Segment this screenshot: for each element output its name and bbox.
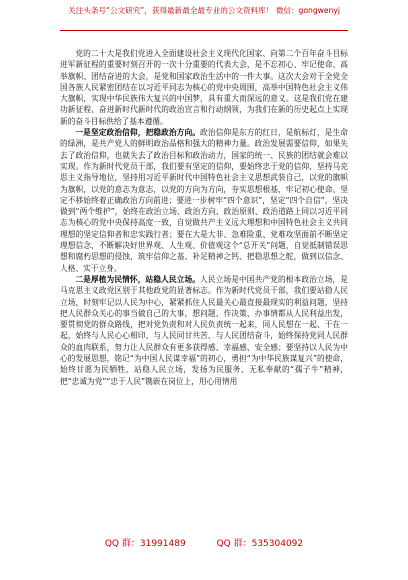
page-footer <box>0 538 408 554</box>
header-divider <box>60 30 348 31</box>
header-promo-text: 关注头条号“公文研究”，获得最新最全最专业的公文资料库！ 微信：gongwenyj <box>68 6 340 15</box>
paragraph-section-2 <box>60 274 348 387</box>
section-2-heading: 二是厚植为民情怀，站稳人民立场。 <box>75 274 201 284</box>
section-1-text: 政治信仰是东方的红日，是航标灯，是生命的绿洲，是共产党人的鲜明政治品格和强大的精神力量。政治发展需要信仰，如果失去了政治信仰，也就失去了政治目标和政治动力，国家的统一、民族的团结就会难以实现。作为新时代党员干部，我们要有坚定的信仰，要始终忠于党的信仰，坚持马克思主义指导地位，坚持用习近平新时代中国特色社会主义思想武装自己，以党的旗帜为旗帜，以党的意志为意志，以党的方向为方向，夯实思想根基，牢记初心使命。坚定不移始终着正确政治方向前进；要进一步树牢“四个意识”，坚定“四个自信”，坚决做到“两个维护”，始终在政治立场、政治方向、政治原则、政治道路上同以习近平同志为核心的党中央保持高度一致，自觉做共产主义远大理想和中国特色社会主义共同理想的坚定信仰者和忠实践行者；要在大是大非、急难险重、党难攻坚面前不断坚定理想信念，不断解决好世界观、人生观、价值观这个“总开关”问题，自觉抵制错误思想和腐朽思想的侵蚀，筑牢信仰之基、补足精神之钙、把稳思想之舵，做到以信念、人格、实干立身。 <box>60 128 348 273</box>
page-header <box>0 6 408 36</box>
footer-qq-group-1: QQ 群：31991489 <box>104 539 186 549</box>
section-2-text: 人民立场是中国共产党的根本政治立场，是马克思主义政党区别于其他政党的显著标志。作为新时代党员干部，我们要站稳人民立场，时刻牢记以人民为中心，紧紧抓住人民最关心最直接最现实的利益问题，坚持把人民群众关心的事当做自己的大事，想问题、作决策、办事情都从人民利益出发，要贯彻党的群众路线，把对党负责和对人民负责统一起来，同人民想在一起、干在一起，始终与人民心心相印、与人民同甘共苦、与人民团结奋斗，始终保持党同人民群众的血肉联系，努力让人民群众有更多获得感、幸福感、安全感；要坚持以人民为中心的发展思想，铭记“为中国人民谋幸福”的初心，勇担“为中华民族谋复兴”的使命，始终甘愿为民牺牲，站稳人民立场，发扬为民服务、无私奉献的“孺子牛”精神，把“忠诚为党”“忠于人民”镌嵌在岗位上，用心用情用 <box>60 274 348 386</box>
document-body <box>60 48 348 387</box>
section-1-heading: 一是坚定政治信仰，把稳政治方向。 <box>75 128 201 138</box>
paragraph-intro: 党的二十大是我们党进入全面建设社会主义现代化国家、向第二个百年奋斗目标进军新征程的重要时刻召开的一次十分重要的代表大会，是不忘初心、牢记使命、高举旗帜、团结奋进的大会，是党和国家政治生活中的一件大事。这次大会对于全党全国各族人民紧密团结在以习近平同志为核心的党中央周围，高举中国特色社会主义伟大旗帜，实现中华民族伟大复兴的中国梦，具有重大而深远的意义。这是我们党在建功新征程、奋进新时代新时代的政治宣言和行动纲领，为我们在新的历史起点上实现新的奋斗目标供给了基本遵循。 <box>60 49 348 126</box>
footer-qq-group-2: QQ 群：535304092 <box>216 539 304 549</box>
paragraph-section-1 <box>60 127 348 274</box>
